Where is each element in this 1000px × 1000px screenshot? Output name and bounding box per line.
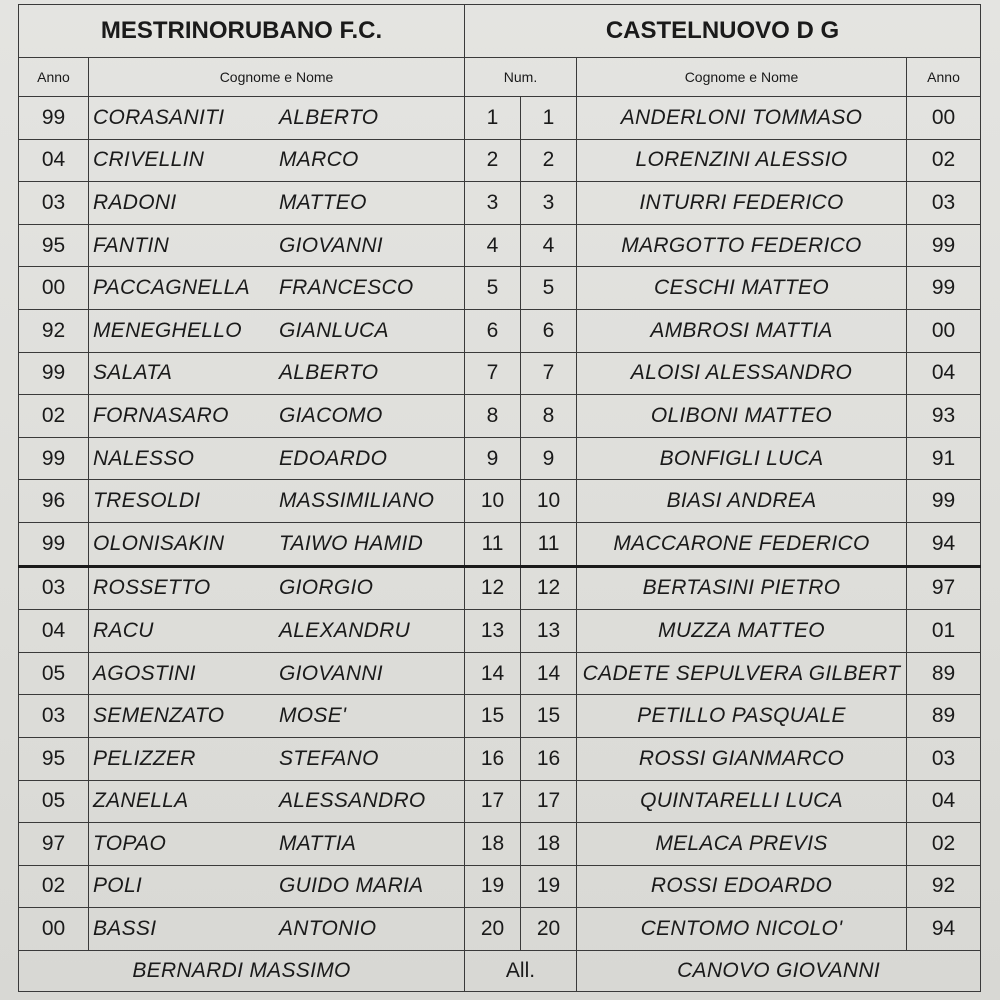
home-player-name: [89, 139, 465, 182]
home-player-year: 05: [19, 652, 89, 695]
player-row: [19, 908, 981, 951]
player-row: [19, 97, 981, 140]
away-player-number: 20: [521, 908, 577, 951]
home-player-name: [89, 224, 465, 267]
player-row: [19, 267, 981, 310]
home-player-surname: CORASANITI: [93, 105, 225, 129]
home-player-firstname: FRANCESCO: [279, 276, 414, 300]
home-player-firstname: MATTIA: [279, 831, 357, 855]
player-row: [19, 139, 981, 182]
away-player-year: 04: [907, 780, 981, 823]
home-player-surname: SEMENZATO: [93, 704, 225, 728]
away-player-year: 92: [907, 865, 981, 908]
away-player-year: 00: [907, 309, 981, 352]
home-player-year: 92: [19, 309, 89, 352]
away-player-year: 94: [907, 522, 981, 566]
away-player-name: BIASI ANDREA: [577, 480, 907, 523]
away-player-number: 2: [521, 139, 577, 182]
home-player-surname: PACCAGNELLA: [93, 276, 250, 300]
home-player-number: 1: [465, 97, 521, 140]
home-player-surname: CRIVELLIN: [93, 148, 205, 172]
lineup-table: [18, 4, 981, 992]
home-name-header: Cognome e Nome: [89, 58, 465, 97]
home-player-year: 97: [19, 823, 89, 866]
away-player-year: 99: [907, 480, 981, 523]
home-player-firstname: GIOVANNI: [279, 661, 383, 685]
home-player-year: 03: [19, 566, 89, 610]
away-team-name: CASTELNUOVO D G: [465, 5, 981, 58]
home-player-firstname: ALBERTO: [279, 105, 379, 129]
home-player-firstname: ANTONIO: [279, 917, 377, 941]
player-row: [19, 695, 981, 738]
home-player-firstname: TAIWO HAMID: [279, 531, 424, 555]
player-row: [19, 182, 981, 225]
home-player-surname: OLONISAKIN: [93, 531, 225, 555]
away-player-year: 94: [907, 908, 981, 951]
home-player-firstname: MATTEO: [279, 190, 367, 214]
home-player-number: 16: [465, 737, 521, 780]
away-player-number: 10: [521, 480, 577, 523]
away-player-name: CENTOMO NICOLO': [577, 908, 907, 951]
home-player-year: 04: [19, 139, 89, 182]
home-year-header: Anno: [19, 58, 89, 97]
home-player-firstname: ALBERTO: [279, 361, 379, 385]
home-player-surname: FORNASARO: [93, 403, 229, 427]
home-player-number: 14: [465, 652, 521, 695]
away-player-name: AMBROSI MATTIA: [577, 309, 907, 352]
home-team-name: MESTRINORUBANO F.C.: [19, 5, 465, 58]
home-player-year: 04: [19, 610, 89, 653]
home-player-number: 17: [465, 780, 521, 823]
away-player-name: OLIBONI MATTEO: [577, 395, 907, 438]
home-player-surname: RACU: [93, 618, 154, 642]
home-player-year: 99: [19, 97, 89, 140]
away-player-number: 16: [521, 737, 577, 780]
player-row: [19, 566, 981, 610]
home-player-number: 2: [465, 139, 521, 182]
player-row: [19, 823, 981, 866]
player-row: [19, 780, 981, 823]
home-player-year: 05: [19, 780, 89, 823]
home-player-number: 13: [465, 610, 521, 653]
home-player-number: 8: [465, 395, 521, 438]
home-player-number: 11: [465, 522, 521, 566]
home-player-surname: SALATA: [93, 361, 173, 385]
away-player-year: 03: [907, 182, 981, 225]
player-row: [19, 352, 981, 395]
home-player-surname: POLI: [93, 874, 143, 898]
home-player-surname: ZANELLA: [93, 789, 189, 813]
away-player-name: ANDERLONI TOMMASO: [577, 97, 907, 140]
away-player-number: 7: [521, 352, 577, 395]
home-player-name: [89, 865, 465, 908]
player-row: [19, 610, 981, 653]
home-player-firstname: GIACOMO: [279, 403, 383, 427]
home-player-year: 02: [19, 395, 89, 438]
away-player-name: MUZZA MATTEO: [577, 610, 907, 653]
home-player-surname: MENEGHELLO: [93, 318, 242, 342]
home-player-name: [89, 97, 465, 140]
home-player-year: 00: [19, 908, 89, 951]
away-player-name: ROSSI EDOARDO: [577, 865, 907, 908]
away-player-year: 00: [907, 97, 981, 140]
home-player-number: 4: [465, 224, 521, 267]
home-player-number: 6: [465, 309, 521, 352]
home-player-surname: ROSSETTO: [93, 576, 211, 600]
home-player-surname: BASSI: [93, 917, 157, 941]
away-player-name: MARGOTTO FEDERICO: [577, 224, 907, 267]
player-row: [19, 395, 981, 438]
away-player-name: INTURRI FEDERICO: [577, 182, 907, 225]
home-player-name: [89, 566, 465, 610]
away-player-year: 01: [907, 610, 981, 653]
coach-row: [19, 950, 981, 991]
home-player-name: [89, 695, 465, 738]
home-player-year: 95: [19, 224, 89, 267]
home-player-firstname: GIOVANNI: [279, 233, 383, 257]
home-player-number: 12: [465, 566, 521, 610]
home-player-year: 99: [19, 437, 89, 480]
away-player-number: 14: [521, 652, 577, 695]
home-player-number: 7: [465, 352, 521, 395]
home-player-name: [89, 480, 465, 523]
home-player-number: 18: [465, 823, 521, 866]
away-player-number: 12: [521, 566, 577, 610]
team-header-row: [19, 5, 981, 58]
away-year-header: Anno: [907, 58, 981, 97]
home-player-surname: TRESOLDI: [93, 489, 201, 513]
away-player-year: 02: [907, 139, 981, 182]
away-player-number: 18: [521, 823, 577, 866]
away-player-name: CADETE SEPULVERA GILBERT: [577, 652, 907, 695]
home-player-name: [89, 309, 465, 352]
away-player-year: 02: [907, 823, 981, 866]
home-player-firstname: MARCO: [279, 148, 359, 172]
home-player-surname: RADONI: [93, 190, 177, 214]
away-player-number: 19: [521, 865, 577, 908]
away-player-name: QUINTARELLI LUCA: [577, 780, 907, 823]
home-player-name: [89, 437, 465, 480]
home-player-year: 00: [19, 267, 89, 310]
away-player-year: 99: [907, 224, 981, 267]
away-player-year: 99: [907, 267, 981, 310]
home-player-name: [89, 267, 465, 310]
away-player-name: ALOISI ALESSANDRO: [577, 352, 907, 395]
away-player-name: ROSSI GIANMARCO: [577, 737, 907, 780]
home-player-name: [89, 610, 465, 653]
player-row: [19, 865, 981, 908]
away-player-number: 3: [521, 182, 577, 225]
away-player-number: 17: [521, 780, 577, 823]
away-player-year: 89: [907, 695, 981, 738]
away-coach-name: CANOVO GIOVANNI: [577, 950, 981, 991]
away-player-year: 03: [907, 737, 981, 780]
away-player-name: MELACA PREVIS: [577, 823, 907, 866]
home-player-surname: AGOSTINI: [93, 661, 196, 685]
away-player-name: BERTASINI PIETRO: [577, 566, 907, 610]
away-player-name: CESCHI MATTEO: [577, 267, 907, 310]
away-player-year: 04: [907, 352, 981, 395]
home-player-name: [89, 352, 465, 395]
away-player-number: 5: [521, 267, 577, 310]
home-player-surname: FANTIN: [93, 233, 170, 257]
player-row: [19, 437, 981, 480]
home-player-firstname: ALEXANDRU: [279, 618, 411, 642]
home-player-firstname: EDOARDO: [279, 446, 388, 470]
home-player-name: [89, 908, 465, 951]
away-name-header: Cognome e Nome: [577, 58, 907, 97]
away-player-year: 97: [907, 566, 981, 610]
home-player-surname: PELIZZER: [93, 746, 196, 770]
away-player-name: PETILLO PASQUALE: [577, 695, 907, 738]
home-player-surname: NALESSO: [93, 446, 195, 470]
home-player-number: 20: [465, 908, 521, 951]
home-player-year: 99: [19, 522, 89, 566]
player-row: [19, 652, 981, 695]
home-coach-name: BERNARDI MASSIMO: [19, 950, 465, 991]
home-player-firstname: ALESSANDRO: [279, 789, 426, 813]
player-row: [19, 224, 981, 267]
home-player-name: [89, 522, 465, 566]
away-player-year: 93: [907, 395, 981, 438]
player-row: [19, 737, 981, 780]
home-player-number: 5: [465, 267, 521, 310]
home-player-firstname: GUIDO MARIA: [279, 874, 424, 898]
home-player-name: [89, 737, 465, 780]
coach-label: All.: [465, 950, 577, 991]
home-player-firstname: GIANLUCA: [279, 318, 389, 342]
column-header-row: [19, 58, 981, 97]
home-player-name: [89, 395, 465, 438]
home-player-firstname: GIORGIO: [279, 576, 374, 600]
player-row: [19, 480, 981, 523]
home-player-number: 15: [465, 695, 521, 738]
home-player-surname: TOPAO: [93, 831, 167, 855]
home-player-year: 99: [19, 352, 89, 395]
away-player-number: 1: [521, 97, 577, 140]
home-player-number: 19: [465, 865, 521, 908]
away-player-number: 4: [521, 224, 577, 267]
home-player-name: [89, 823, 465, 866]
home-player-year: 95: [19, 737, 89, 780]
home-player-number: 3: [465, 182, 521, 225]
home-player-number: 10: [465, 480, 521, 523]
home-player-name: [89, 780, 465, 823]
home-player-firstname: MOSE': [279, 704, 347, 728]
home-player-year: 03: [19, 182, 89, 225]
home-player-year: 96: [19, 480, 89, 523]
home-player-year: 02: [19, 865, 89, 908]
away-player-number: 15: [521, 695, 577, 738]
away-player-number: 13: [521, 610, 577, 653]
home-player-year: 03: [19, 695, 89, 738]
away-player-number: 8: [521, 395, 577, 438]
away-player-year: 91: [907, 437, 981, 480]
number-header: Num.: [465, 58, 577, 97]
away-player-number: 6: [521, 309, 577, 352]
away-player-name: MACCARONE FEDERICO: [577, 522, 907, 566]
away-player-year: 89: [907, 652, 981, 695]
away-player-number: 11: [521, 522, 577, 566]
player-row: [19, 522, 981, 566]
player-row: [19, 309, 981, 352]
home-player-firstname: STEFANO: [279, 746, 379, 770]
away-player-name: LORENZINI ALESSIO: [577, 139, 907, 182]
home-player-number: 9: [465, 437, 521, 480]
away-player-name: BONFIGLI LUCA: [577, 437, 907, 480]
home-player-firstname: MASSIMILIANO: [279, 489, 435, 513]
away-player-number: 9: [521, 437, 577, 480]
home-player-name: [89, 652, 465, 695]
home-player-name: [89, 182, 465, 225]
